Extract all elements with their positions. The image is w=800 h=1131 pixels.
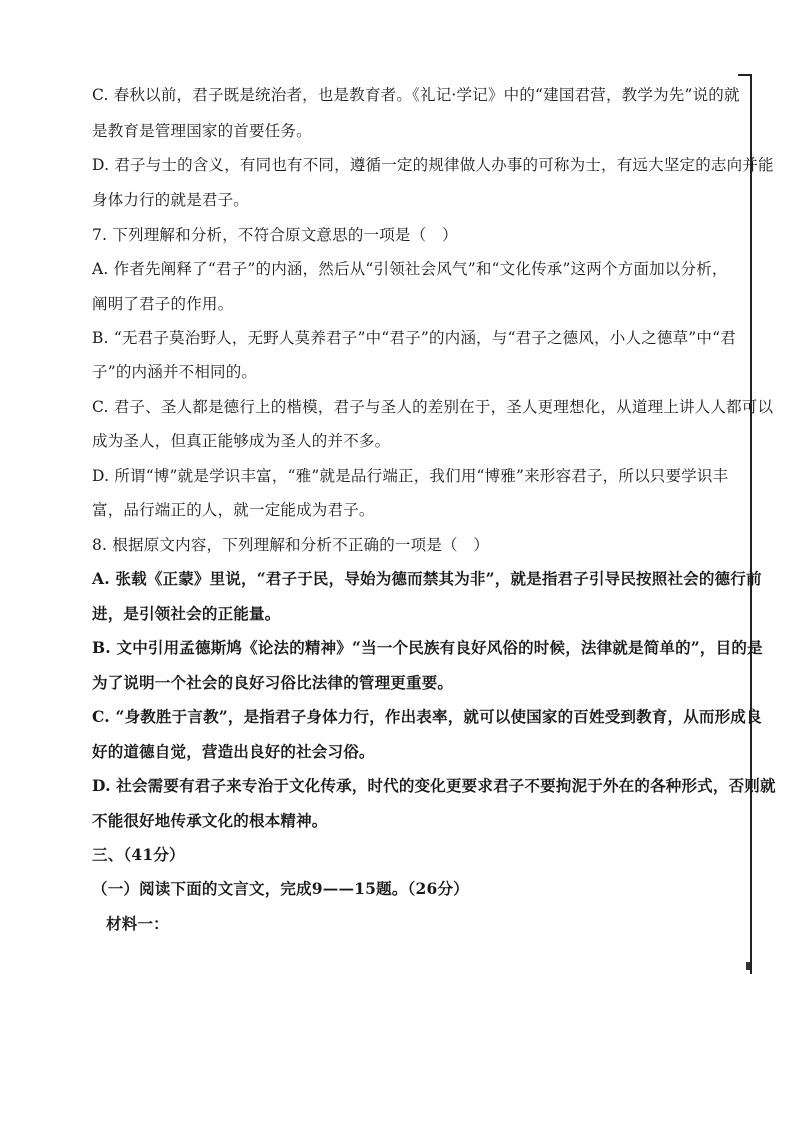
option-a-q7-line1: A. 作者先阐释了“君子”的内涵，然后从“引领社会风气”和“文化传承”这两个方面加以分析， <box>92 260 728 278</box>
option-a-q7-line2: 阐明了君子的作用。 <box>92 295 234 313</box>
option-c-q7-line1: C. 君子、圣人都是德行上的楷模，君子与圣人的差别在于，圣人更理想化，从道理上讲人人都可以 <box>92 398 774 416</box>
option-b-q7-line1: B. “无君子莫治野人，无野人莫养君子”中“君子”的内涵，与“君子之德风，小人之德草”中“君 <box>92 329 736 347</box>
question-8: 8. 根据原文内容，下列理解和分析不正确的一项是（ ） <box>92 536 490 554</box>
option-a-q8-line1: A. 张载《正蒙》里说，“君子于民，导始为德而禁其为非”，就是指君子引导民按照社会的德行前 <box>92 569 762 588</box>
option-a-q8-line2: 进，是引领社会的正能量。 <box>92 604 281 623</box>
option-d-q6-line2: 身体力行的就是君子。 <box>92 191 250 209</box>
option-b-q7-line2: 子”的内涵并不相同的。 <box>92 363 258 381</box>
option-c-q6-line2: 是教育是管理国家的首要任务。 <box>92 122 312 140</box>
option-d-q8-line1: D. 社会需要有君子来专治于文化传承，时代的变化更要求君子不要拘泥于外在的各种形式，否则就 <box>92 776 776 795</box>
material-1-label: 材料一： <box>106 914 169 933</box>
option-d-q7-line1: D. 所谓“博”就是学识丰富，“雅”就是品行端正，我们用“博雅”来形容君子，所以只要学识丰 <box>92 467 729 485</box>
option-c-q8-line1: C. “身教胜于言教”，是指君子身体力行，作出表率，就可以使国家的百姓受到教育，从而形成良 <box>92 707 762 726</box>
option-b-q8-line1: B. 文中引用孟德斯鸠《论法的精神》“当一个民族有良好风俗的时候，法律就是简单的”，目的是 <box>92 638 763 657</box>
section-3-heading: 三、（41分） <box>92 845 185 864</box>
option-b-q8-line2: 为了说明一个社会的良好习俗比法律的管理更重要。 <box>92 673 454 692</box>
page-border-right <box>750 74 752 974</box>
question-7: 7. 下列理解和分析，不符合原文意思的一项是（ ） <box>92 226 458 244</box>
scan-mark <box>746 962 750 970</box>
option-c-q7-line2: 成为圣人，但真正能够成为圣人的并不多。 <box>92 432 391 450</box>
option-c-q8-line2: 好的道德自觉，营造出良好的社会习俗。 <box>92 742 375 761</box>
option-d-q7-line2: 富，品行端正的人，就一定能成为君子。 <box>92 501 375 519</box>
option-d-q6-line1: D. 君子与士的含义，有同也有不同，遵循一定的规律做人办事的可称为士，有远大坚定的志向并能 <box>92 156 774 174</box>
option-c-q6-line1: C. 春秋以前，君子既是统治者，也是教育者。《礼记·学记》中的“建国君营，教学为先”说的就 <box>92 86 740 104</box>
subsection-1-heading: （一）阅读下面的文言文，完成9——15题。（26分） <box>92 879 469 898</box>
option-d-q8-line2: 不能很好地传承文化的根本精神。 <box>92 811 328 830</box>
